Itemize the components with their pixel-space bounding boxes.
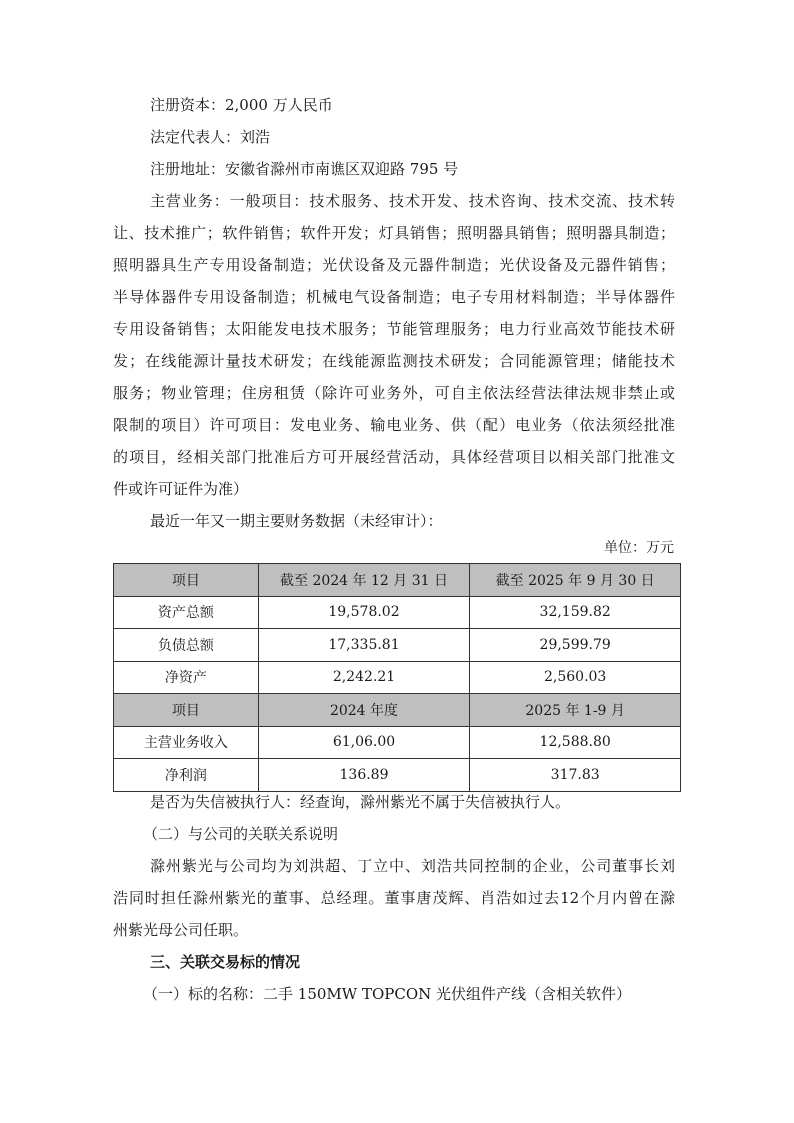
- header-cell: 项目: [114, 694, 259, 727]
- cell: 12,588.80: [470, 726, 681, 759]
- table-header-row: [114, 694, 681, 727]
- scope-line: 让、技术推广；软件销售；软件开发；灯具销售；照明器具销售；照明器具制造；: [113, 224, 675, 242]
- row-label: 负债总额: [114, 629, 259, 662]
- cell: 29,599.79: [470, 629, 681, 662]
- table-row: [114, 629, 681, 662]
- scope-line: 专用设备销售；太阳能发电技术服务；节能管理服务；电力行业高效节能技术研: [113, 320, 675, 338]
- cell: 317.83: [470, 759, 681, 792]
- table-header-row: [114, 564, 681, 597]
- section-3-title: 三、关联交易标的情况: [150, 953, 301, 971]
- dishonest-status: 是否为失信被执行人：经查询，滁州紫光不属于失信被执行人。: [150, 793, 571, 811]
- scope-line: 照明器具生产专用设备制造；光伏设备及元器件制造；光伏设备及元器件销售；: [113, 256, 675, 274]
- row-label: 净资产: [114, 661, 259, 694]
- financial-table: [113, 563, 681, 792]
- scope-line: 主营业务：一般项目：技术服务、技术开发、技术咨询、技术交流、技术转: [150, 192, 675, 210]
- scope-line: 半导体器件专用设备制造；机械电气设备制造；电子专用材料制造；半导体器件: [113, 288, 675, 306]
- scope-line: 的项目，经相关部门批准后方可开展经营活动，具体经营项目以相关部门批准文: [113, 448, 675, 466]
- cell: 2,560.03: [470, 661, 681, 694]
- section-2-title: （二）与公司的关联关系说明: [143, 825, 339, 843]
- cell: 136.89: [258, 759, 470, 792]
- business-scope: [113, 185, 675, 505]
- registered-capital: 注册资本：2,000 万人民币: [150, 96, 333, 114]
- relation-line: 浩同时担任滁州紫光的董事、总经理。董事唐茂辉、肖浩如过去12个月内曾在滁: [113, 889, 675, 907]
- financial-intro: 最近一年又一期主要财务数据（未经审计）：: [150, 512, 443, 530]
- table-row: [114, 661, 681, 694]
- company-info: [113, 89, 675, 537]
- cell: 61,06.00: [258, 726, 470, 759]
- table-row: [114, 596, 681, 629]
- table-row: [114, 726, 681, 759]
- scope-line: 发；在线能源计量技术研发；在线能源监测技术研发；合同能源管理；储能技术: [113, 352, 675, 370]
- row-label: 主营业务收入: [114, 726, 259, 759]
- cell: 19,578.02: [258, 596, 470, 629]
- header-cell: 项目: [114, 564, 259, 597]
- cell: 2,242.21: [258, 661, 470, 694]
- header-cell: 2024 年度: [258, 694, 470, 727]
- subject-name: （一）标的名称：二手 150MW TOPCON 光伏组件产线（含相关软件）: [143, 985, 632, 1003]
- header-cell: 截至 2025 年 9 月 30 日: [470, 564, 681, 597]
- unit-label: 单位：万元: [604, 540, 674, 556]
- scope-line: 服务；物业管理；住房租赁（除许可业务外，可自主依法经营法律法规非禁止或: [113, 384, 675, 402]
- row-label: 资产总额: [114, 596, 259, 629]
- cell: 32,159.82: [470, 596, 681, 629]
- scope-line: 限制的项目）许可项目：发电业务、输电业务、供（配）电业务（依法须经批准: [113, 416, 675, 434]
- header-cell: 2025 年 1-9 月: [470, 694, 681, 727]
- relation-section: [113, 786, 675, 1010]
- cell: 17,335.81: [258, 629, 470, 662]
- header-cell: 截至 2024 年 12 月 31 日: [258, 564, 470, 597]
- scope-line: 件或许可证件为准）: [113, 480, 249, 498]
- registered-address: 注册地址：安徽省滁州市南谯区双迎路 795 号: [150, 160, 459, 178]
- relation-line: 州紫光母公司任职。: [113, 921, 249, 939]
- row-label: 净利润: [114, 759, 259, 792]
- relation-line: 滁州紫光与公司均为刘洪超、丁立中、刘浩共同控制的企业，公司董事长刘: [150, 857, 675, 875]
- legal-representative: 法定代表人：刘浩: [150, 128, 271, 146]
